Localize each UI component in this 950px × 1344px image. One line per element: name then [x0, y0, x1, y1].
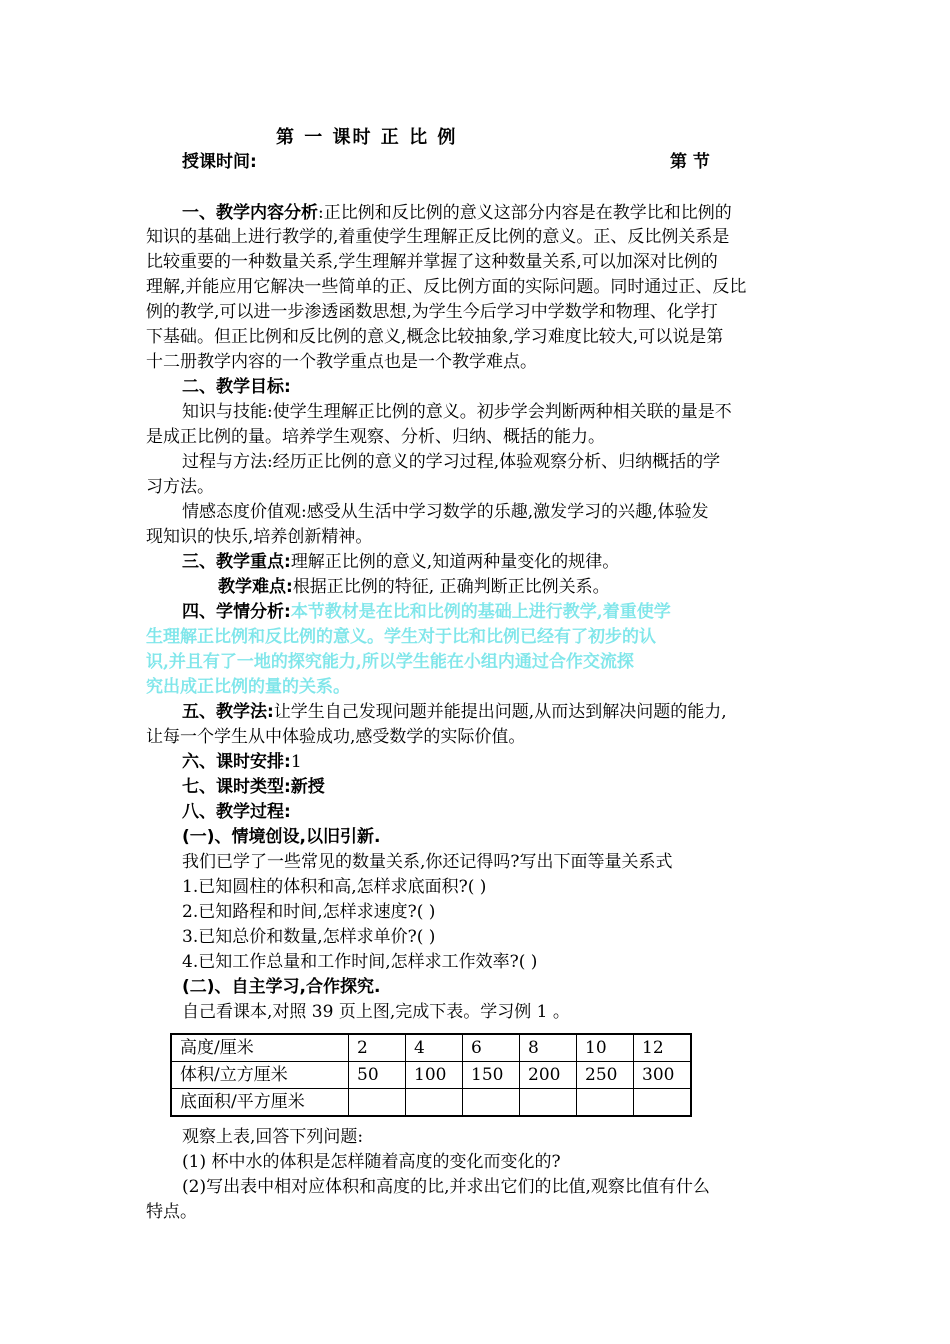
question-3: 3.已知总价和数量,怎样求单价?( ): [182, 927, 436, 947]
text-line: 知识与技能:使学生理解正比例的意义。初步学会判断两种相关联的量是不: [182, 402, 732, 422]
text: 理解正比例的意义,知道两种量变化的规律。: [290, 552, 620, 572]
table-cell: 250: [577, 1062, 634, 1089]
text-line: 我们已学了一些常见的数量关系,你还记得吗?写出下面等量关系式: [182, 852, 673, 872]
text-line: 让每一个学生从中体验成功,感受数学的实际价值。: [146, 727, 526, 747]
question-2: 2.已知路程和时间,怎样求速度?( ): [182, 902, 436, 922]
table-cell: 8: [520, 1034, 577, 1062]
table-cell: [406, 1089, 463, 1117]
text-line: 自己看课本,对照 39 页上图,完成下表。学习例 1 。: [182, 1002, 570, 1022]
text: 本节教材是在比和比例的基础上进行教学,着重使学: [290, 602, 671, 622]
text: 让学生自己发现问题并能提出问题,从而达到解决问题的能力,: [273, 702, 727, 722]
schedule-value: 1: [290, 752, 302, 772]
key-points-line: [182, 550, 619, 574]
table-cell: 高度/厘米: [171, 1034, 349, 1062]
table-cell: 体积/立方厘米: [171, 1062, 349, 1089]
text: 根据正比例的特征, 正确判断正比例关系。: [292, 577, 610, 597]
text-line: 生理解正比例和反比例的意义。学生对于比和比例已经有了初步的认: [146, 627, 656, 647]
section-label: 第 节: [670, 152, 710, 172]
table-cell: 300: [634, 1062, 692, 1089]
self-study-heading: (二)、自主学习,合作探究.: [182, 977, 381, 997]
text-line: 比较重要的一种数量关系,学生理解并掌握了这种数量关系,可以加深对比例的: [146, 252, 718, 272]
table-row: [171, 1062, 691, 1089]
table-cell: 200: [520, 1062, 577, 1089]
table-cell: 50: [349, 1062, 406, 1089]
learner-analysis-heading: 四、学情分析:: [182, 602, 291, 622]
schedule-line: [182, 750, 302, 774]
data-table: [170, 1033, 692, 1117]
class-time-label: 授课时间:: [182, 152, 257, 172]
question-1: 1.已知圆柱的体积和高,怎样求底面积?( ): [182, 877, 487, 897]
table-row: [171, 1034, 691, 1062]
difficulty-heading: 教学难点:: [218, 577, 293, 597]
table-cell: 100: [406, 1062, 463, 1089]
schedule-heading: 六、课时安排:: [182, 752, 291, 772]
text-line: 情感态度价值观:感受从生活中学习数学的乐趣,激发学习的兴趣,体验发: [182, 502, 709, 522]
text: 正比例和反比例的意义这部分内容是在教学比和比例的: [323, 203, 732, 223]
learner-analysis-line-1: [182, 600, 671, 624]
text-line: 是成正比例的量。培养学生观察、分析、归纳、概括的能力。: [146, 427, 605, 447]
table-cell: [577, 1089, 634, 1117]
text-line: 理解,并能应用它解决一些简单的正、反比例方面的实际问题。同时通过正、反比: [146, 277, 747, 297]
content-analysis-heading: 一、教学内容分析: [182, 203, 318, 223]
difficulty-line: [218, 575, 610, 599]
question-4: 4.已知工作总量和工作时间,怎样求工作效率?( ): [182, 952, 538, 972]
table-cell: 2: [349, 1034, 406, 1062]
text-line: 例的教学,可以进一步渗透函数思想,为学生今后学习中学数学和物理、化学打: [146, 302, 718, 322]
table-cell: 底面积/平方厘米: [171, 1089, 349, 1117]
text-line: 观察上表,回答下列问题:: [182, 1127, 364, 1147]
table-cell: 6: [463, 1034, 520, 1062]
lesson-type-heading: 七、课时类型:新授: [182, 777, 325, 797]
text-line: (2)写出表中相对应体积和高度的比,并求出它们的比值,观察比值有什么: [182, 1177, 710, 1197]
text-line: 知识的基础上进行教学的,着重使学生理解正反比例的意义。正、反比例关系是: [146, 227, 730, 247]
objectives-heading: 二、教学目标:: [182, 377, 291, 397]
table-cell: [634, 1089, 692, 1117]
text-line: 十二册教学内容的一个教学重点也是一个教学难点。: [146, 352, 537, 372]
text-line: 特点。: [146, 1202, 197, 1222]
lesson-title: 第 一 课时 正 比 例: [276, 127, 458, 148]
text-line: 习方法。: [146, 477, 214, 497]
text-line: 现知识的快乐,培养创新精神。: [146, 527, 373, 547]
content-analysis-line-1: 一、教学内容分析:正比例和反比例的意义这部分内容是在教学比和比例的: [182, 203, 732, 223]
table-cell: 4: [406, 1034, 463, 1062]
table-row: [171, 1089, 691, 1117]
table-cell: [349, 1089, 406, 1117]
table-cell: 12: [634, 1034, 692, 1062]
text-line: 识,并且有了一地的探究能力,所以学生能在小组内通过合作交流探: [146, 652, 634, 672]
process-heading: 八、教学过程:: [182, 802, 291, 822]
table-cell: 10: [577, 1034, 634, 1062]
table-cell: [463, 1089, 520, 1117]
table-cell: [520, 1089, 577, 1117]
text-line: 过程与方法:经历正比例的意义的学习过程,体验观察分析、归纳概括的学: [182, 452, 721, 472]
method-line: [182, 700, 727, 724]
method-heading: 五、教学法:: [182, 702, 274, 722]
key-points-heading: 三、教学重点:: [182, 552, 291, 572]
text-line: (1) 杯中水的体积是怎样随着高度的变化而变化的?: [182, 1152, 561, 1172]
text-line: 究出成正比例的量的关系。: [146, 677, 350, 697]
table-cell: 150: [463, 1062, 520, 1089]
text-line: 下基础。但正比例和反比例的意义,概念比较抽象,学习难度比较大,可以说是第: [146, 327, 724, 347]
scenario-heading: (一)、情境创设,以旧引新.: [182, 827, 381, 847]
